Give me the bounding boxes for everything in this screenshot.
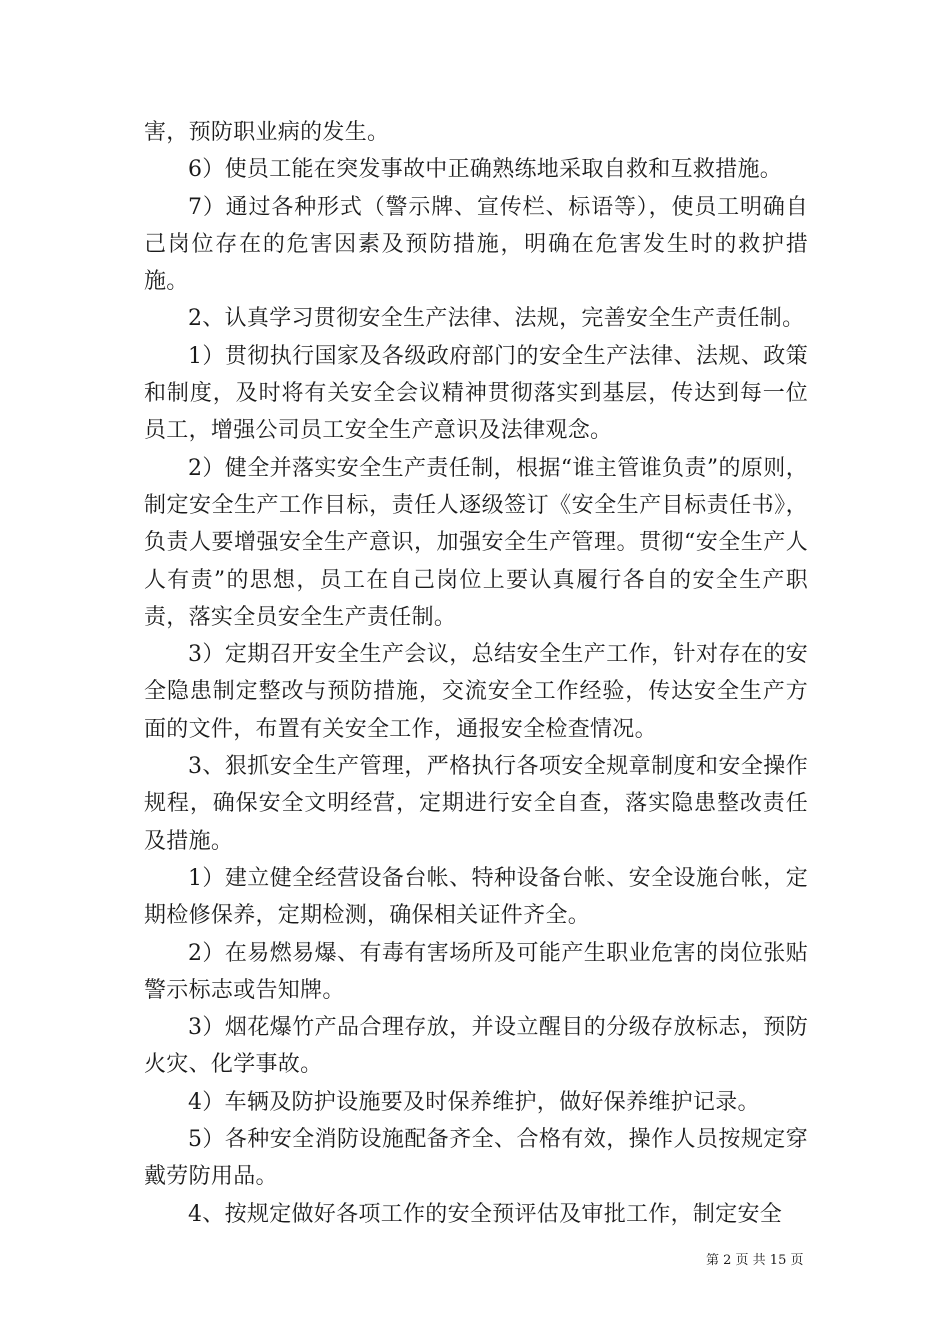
paragraph-continuation: 害，预防职业病的发生。 — [144, 120, 390, 145]
paragraph-3-3: 3）烟花爆竹产品合理存放，并设立醒目的分级存放标志，预防火灾、化学事故。 — [144, 1015, 808, 1078]
section-heading-3: 3、狠抓安全生产管理，严格执行各项安全规章制度和安全操作规程，确保安全文明经营，定期进行安全自查，落实隐患整改责任及措施。 — [144, 754, 808, 854]
paragraph-3-4: 4）车辆及防护设施要及时保养维护，做好保养维护记录。 — [188, 1089, 760, 1115]
page-number-footer: 第 2 页 共 15 页 — [706, 1253, 804, 1268]
section-heading-4: 4、按规定做好各项工作的安全预评估及审批工作，制定安全 — [188, 1201, 783, 1227]
paragraph-2-2: 2）健全并落实安全生产责任制，根据“谁主管谁负责”的原则，制定安全生产工作目标，责任人逐级签订《安全生产目标责任书》，负责人要增强安全生产意识，加强安全生产管理。贯彻“安全生产人人有责”的思想，员工在自己岗位上要认真履行各自的安全生产职责，落实全员安全生产责任制。 — [144, 455, 808, 630]
paragraph-2-1: 1）贯彻执行国家及各级政府部门的安全生产法律、法规、政策和制度，及时将有关安全会议精神贯彻落实到基层，传达到每一位员工，增强公司员工安全生产意识及法律观念。 — [144, 343, 808, 444]
paragraph-item-6: 6）使员工能在突发事故中正确熟练地采取自救和互救措施。 — [188, 157, 783, 183]
paragraph-3-2: 2）在易燃易爆、有毒有害场所及可能产生职业危害的岗位张贴警示标志或告知牌。 — [144, 940, 808, 1003]
paragraph-3-5: 5）各种安全消防设施配备齐全、合格有效，操作人员按规定穿戴劳防用品。 — [144, 1127, 808, 1190]
section-heading-2: 2、认真学习贯彻安全生产法律、法规，完善安全生产责任制。 — [188, 306, 805, 332]
paragraph-2-3: 3）定期召开安全生产会议，总结安全生产工作，针对存在的安全隐患制定整改与预防措施，交流安全工作经验，传达安全生产方面的文件，布置有关安全工作，通报安全检查情况。 — [144, 642, 808, 742]
paragraph-item-7: 7）通过各种形式（警示牌、宣传栏、标语等），使员工明确自己岗位存在的危害因素及预防措施，明确在危害发生时的救护措施。 — [144, 194, 808, 295]
document-body — [144, 114, 808, 1233]
paragraph-3-1: 1）建立健全经营设备台帐、特种设备台帐、安全设施台帐，定期检修保养，定期检测，确保相关证件齐全。 — [144, 865, 808, 929]
